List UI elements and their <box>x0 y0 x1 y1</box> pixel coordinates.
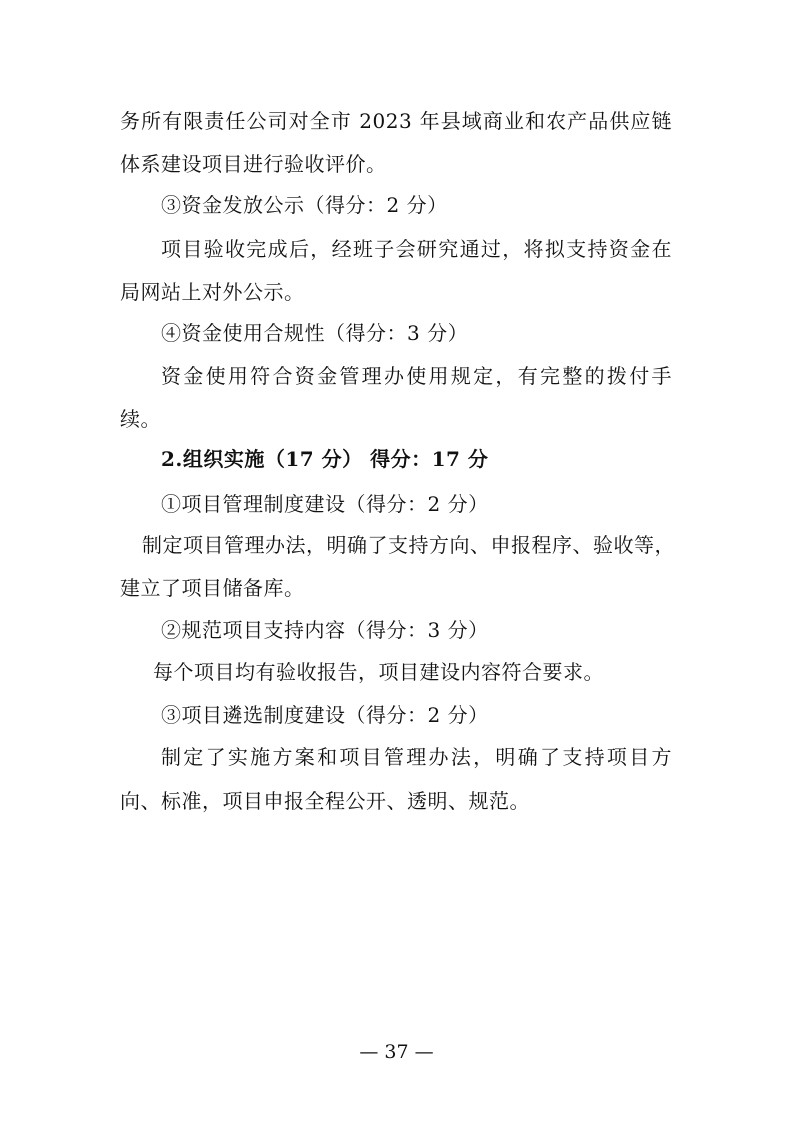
subheading-selection-system: ③项目遴选制度建设（得分：2 分） <box>161 703 489 727</box>
paragraph-line: 每个项目均有验收报告，项目建设内容符合要求。 <box>153 660 604 684</box>
paragraph-line: 制定项目管理办法，明确了支持方向、申报程序、验收等， <box>142 533 675 557</box>
paragraph-line: 续。 <box>120 407 161 431</box>
page-number: — 37 — <box>359 1041 434 1063</box>
subheading-fund-compliance: ④资金使用合规性（得分：3 分） <box>161 321 469 345</box>
paragraph-line: 体系建设项目进行验收评价。 <box>120 152 387 176</box>
paragraph-line: 资金使用符合资金管理办使用规定，有完整的拨付手 <box>161 364 672 388</box>
subheading-fund-publicity: ③资金发放公示（得分：2 分） <box>161 193 448 217</box>
section-heading: 2.组织实施（17 分） 得分：17 分 <box>161 447 489 471</box>
paragraph-line: 务所有限责任公司对全市 2023 年县域商业和农产品供应链 <box>120 109 672 133</box>
subheading-management-system: ①项目管理制度建设（得分：2 分） <box>161 492 489 516</box>
paragraph-line: 项目验收完成后，经班子会研究通过，将拟支持资金在 <box>161 237 672 261</box>
subheading-project-content: ②规范项目支持内容（得分：3 分） <box>161 618 489 642</box>
paragraph-line: 局网站上对外公示。 <box>120 280 305 304</box>
paragraph-line: 向、标准，项目申报全程公开、透明、规范。 <box>120 789 530 813</box>
paragraph-line: 建立了项目储备库。 <box>120 576 305 600</box>
paragraph-line: 制定了实施方案和项目管理办法，明确了支持项目方 <box>161 745 672 769</box>
